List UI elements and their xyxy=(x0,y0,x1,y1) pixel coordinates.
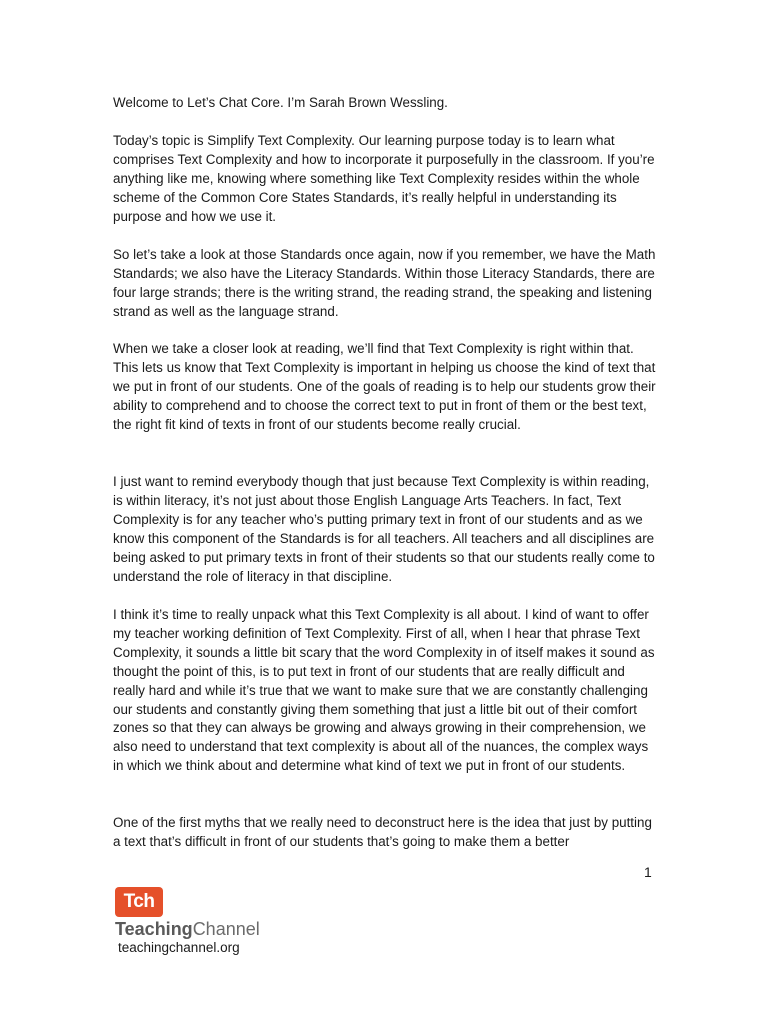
paragraph-all-teachers: I just want to remind everybody though that just because Text Complexity is within reading, is within literacy, it’s not just about those English Language Arts Teachers. In fact, Text Complexity is for any teacher who’s putting primary text in front of our students and as we know this component of the Standards is for all teachers. All teachers and all disciplines are being asked to put primary texts in front of their students so that our students really come to understand the role of literacy in that discipline. xyxy=(113,474,655,584)
site-url: teachingchannel.org xyxy=(118,940,240,955)
teaching-channel-logo xyxy=(115,887,260,939)
logo-wordmark-regular: Channel xyxy=(192,919,260,939)
page-number: 1 xyxy=(644,864,652,880)
paragraph-topic: Today’s topic is Simplify Text Complexity. Our learning purpose today is to learn what comprises Text Complexity and how to incorporate it purposefully in the classroom. If you’re anything like me, knowing where something like Text Complexity resides within the whole scheme of the Common Core States Standards, it’s really helpful in understanding its purpose and how we use it. xyxy=(113,133,655,224)
paragraph-definition: I think it’s time to really unpack what this Text Complexity is all about. I kind of want to offer my teacher working definition of Text Complexity. First of all, when I hear that phrase Text Complexity, it sounds a little bit scary that the word Complexity in of itself makes it sound as thought the point of this, is to put text in front of our students that are really difficult and really hard and while it’s true that we want to make sure that we are constantly challenging our students and constantly giving them something that just a little bit out of their comfort zones so that they can always be growing and always growing in their comprehension, we also need to understand that text complexity is about all of the nuances, the complex ways in which we think about and determine what kind of text we put in front of our students. xyxy=(113,607,655,774)
paragraph-reading: When we take a closer look at reading, we’ll find that Text Complexity is right within that. This lets us know that Text Complexity is important in helping us choose the kind of text that we put in front of our students. One of the goals of reading is to help our students grow their ability to comprehend and to choose the correct text to put in front of them or the best text, the right fit kind of texts in front of our students become really crucial. xyxy=(113,341,656,432)
logo-wordmark xyxy=(115,919,260,939)
paragraph-standards: So let’s take a look at those Standards once again, now if you remember, we have the Math Standards; we also have the Literacy Standards. Within those Literacy Standards, there are four large strands; there is the writing strand, the reading strand, the speaking and listening strand as well as the language strand. xyxy=(113,247,656,319)
paragraph-welcome: Welcome to Let’s Chat Core. I’m Sarah Brown Wessling. xyxy=(113,95,448,110)
paragraph-myths: One of the first myths that we really need to deconstruct here is the idea that just by putting a text that’s difficult in front of our students that’s going to make them a better xyxy=(113,815,652,849)
logo-wordmark-bold: Teaching xyxy=(115,919,193,939)
tch-logo-icon: Tch xyxy=(115,887,163,917)
